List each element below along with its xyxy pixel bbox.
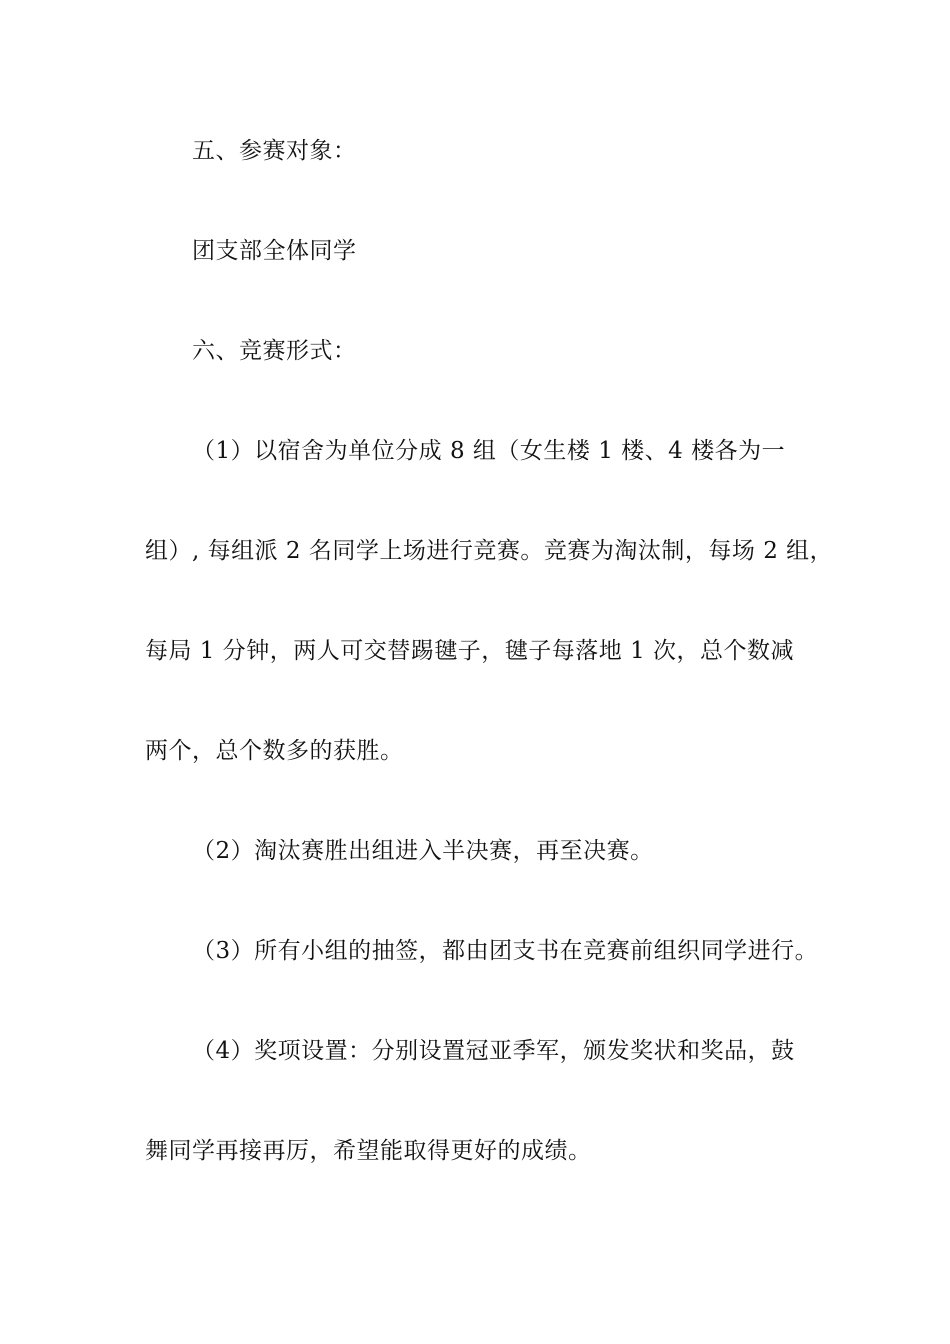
paragraph-line: 组）, 每组派 2 名同学上场进行竞赛。竞赛为淘汰制，每场 2 组， <box>145 538 834 564</box>
paragraph-line: （2）淘汰赛胜出组进入半决赛，再至决赛。 <box>192 838 654 864</box>
paragraph-line: 每局 1 分钟，两人可交替踢毽子，毽子每落地 1 次，总个数减 <box>145 638 795 664</box>
section-heading-format: 六、竞赛形式： <box>192 338 357 364</box>
section-heading-participants: 五、参赛对象： <box>192 138 357 164</box>
paragraph-line: （4）奖项设置：分别设置冠亚季军，颁发奖状和奖品，鼓 <box>192 1038 795 1064</box>
paragraph-line: （1）以宿舍为单位分成 8 组（女生楼 1 楼、4 楼各为一 <box>192 438 786 464</box>
paragraph-line: （3）所有小组的抽签，都由团支书在竞赛前组织同学进行。 <box>192 938 819 964</box>
participants-text: 团支部全体同学 <box>192 238 357 264</box>
paragraph-line: 两个，总个数多的获胜。 <box>145 738 404 764</box>
paragraph-line: 舞同学再接再厉，希望能取得更好的成绩。 <box>145 1138 592 1164</box>
